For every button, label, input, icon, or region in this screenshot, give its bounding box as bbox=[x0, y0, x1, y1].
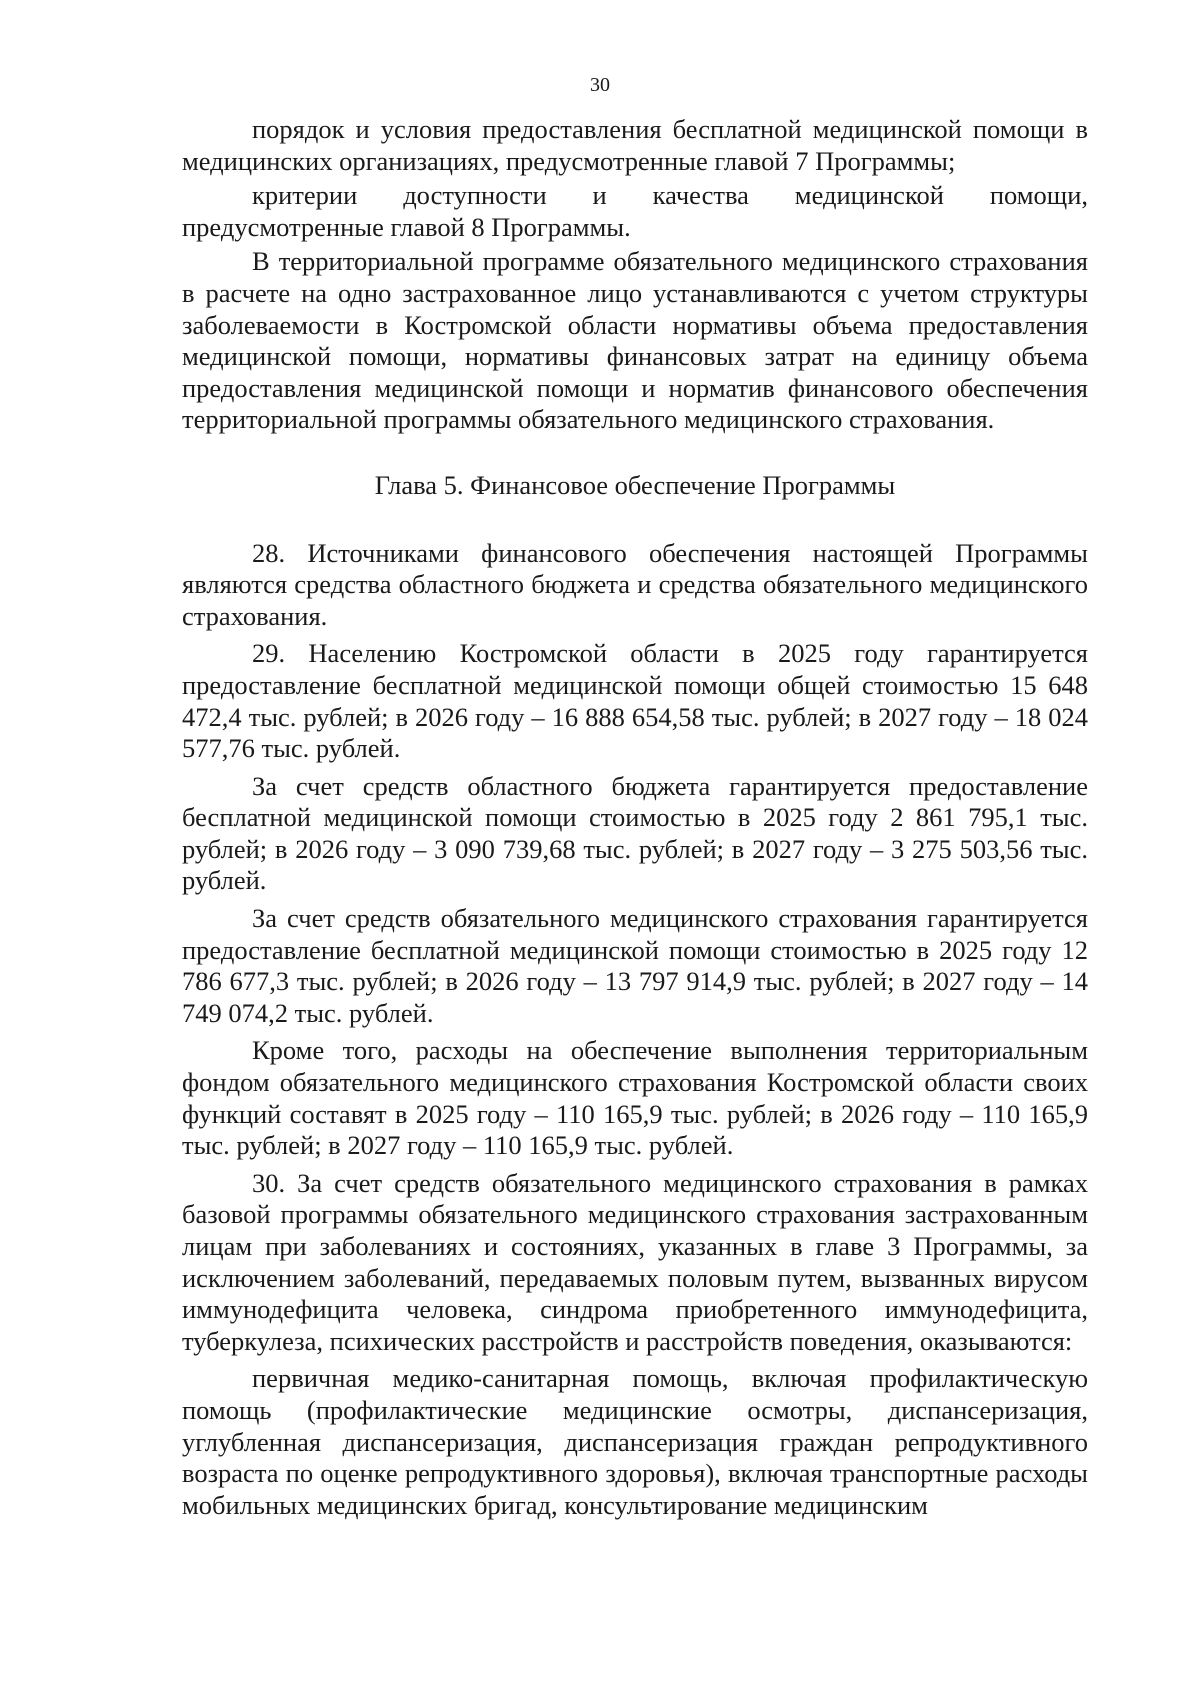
paragraph-30-basic-program: 30. За счет средств обязательного медицинского страхования в рамках базовой программы обязательного медицинского страхования застрахованным лицам при заболеваниях и состояниях, указанных в главе 3 Программы, за исключением заболеваний, передаваемых половым путем, вызванных вирусом иммунодефицита человека, синдрома приобретенного иммунодефицита, туберкулеза, психических расстройств и расстройств поведения, оказываются: bbox=[182, 1167, 1088, 1356]
paragraph-procedure-conditions: порядок и условия предоставления бесплатной медицинской помощи в медицинских организациях, предусмотренные главой 7 Программы; bbox=[182, 114, 1088, 176]
paragraph-mandatory-insurance: За счет средств обязательного медицинского страхования гарантируется предоставление бесплатной медицинской помощи стоимостью в 2025 году 12 786 677,3 тыс. рублей; в 2026 году – 13 797 914,9 тыс. рублей; в 2027 году – 14 749 074,2 тыс. рублей. bbox=[182, 903, 1088, 1028]
paragraph-29-total-cost: 29. Населению Костромской области в 2025 году гарантируется предоставление бесплатной медицинской помощи общей стоимостью 15 648 472,4 тыс. рублей; в 2026 году – 16 888 654,58 тыс. рублей; в 2027 году – 18 024 577,76 тыс. рублей. bbox=[182, 638, 1088, 764]
paragraph-fund-expenses: Кроме того, расходы на обеспечение выполнения территориальным фондом обязательного медицинского страхования Костромской области своих функций составят в 2025 году – 110 165,9 тыс. рублей; в 2026 году – 110 165,9 тыс. рублей; в 2027 году – 110 165,9 тыс. рублей. bbox=[182, 1035, 1088, 1161]
paragraph-28-funding-sources: 28. Источниками финансового обеспечения настоящей Программы являются средства областного бюджета и средства обязательного медицинского страхования. bbox=[182, 537, 1088, 631]
document-body bbox=[182, 114, 1088, 1521]
page-number: 30 bbox=[590, 74, 610, 96]
paragraph-criteria: критерии доступности и качества медицинской помощи, предусмотренные главой 8 Программы. bbox=[182, 180, 1088, 242]
paragraph-regional-budget: За счет средств областного бюджета гарантируется предоставление бесплатной медицинской помощи стоимостью в 2025 году 2 861 795,1 тыс. рублей; в 2026 году – 3 090 739,68 тыс. рублей; в 2027 году – 3 275 503,56 тыс. рублей. bbox=[182, 770, 1088, 896]
chapter-title: Глава 5. Финансовое обеспечение Программы bbox=[374, 469, 896, 500]
paragraph-primary-care: первичная медико-санитарная помощь, включая профилактическую помощь (профилактические медицинские осмотры, диспансеризация, углубленная диспансеризация, диспансеризация граждан репродуктивного возраста по оценке репродуктивного здоровья), включая транспортные расходы мобильных медицинских бригад, консультирование медицинским bbox=[182, 1363, 1088, 1520]
paragraph-territorial-program: В территориальной программе обязательного медицинского страхования в расчете на одно застрахованное лицо устанавливаются с учетом структуры заболеваемости в Костромской области нормативы объема предоставления медицинской помощи, нормативы финансовых затрат на единицу объема предоставления медицинской помощи и норматив финансового обеспечения территориальной программы обязательного медицинского страхования. bbox=[182, 246, 1088, 435]
